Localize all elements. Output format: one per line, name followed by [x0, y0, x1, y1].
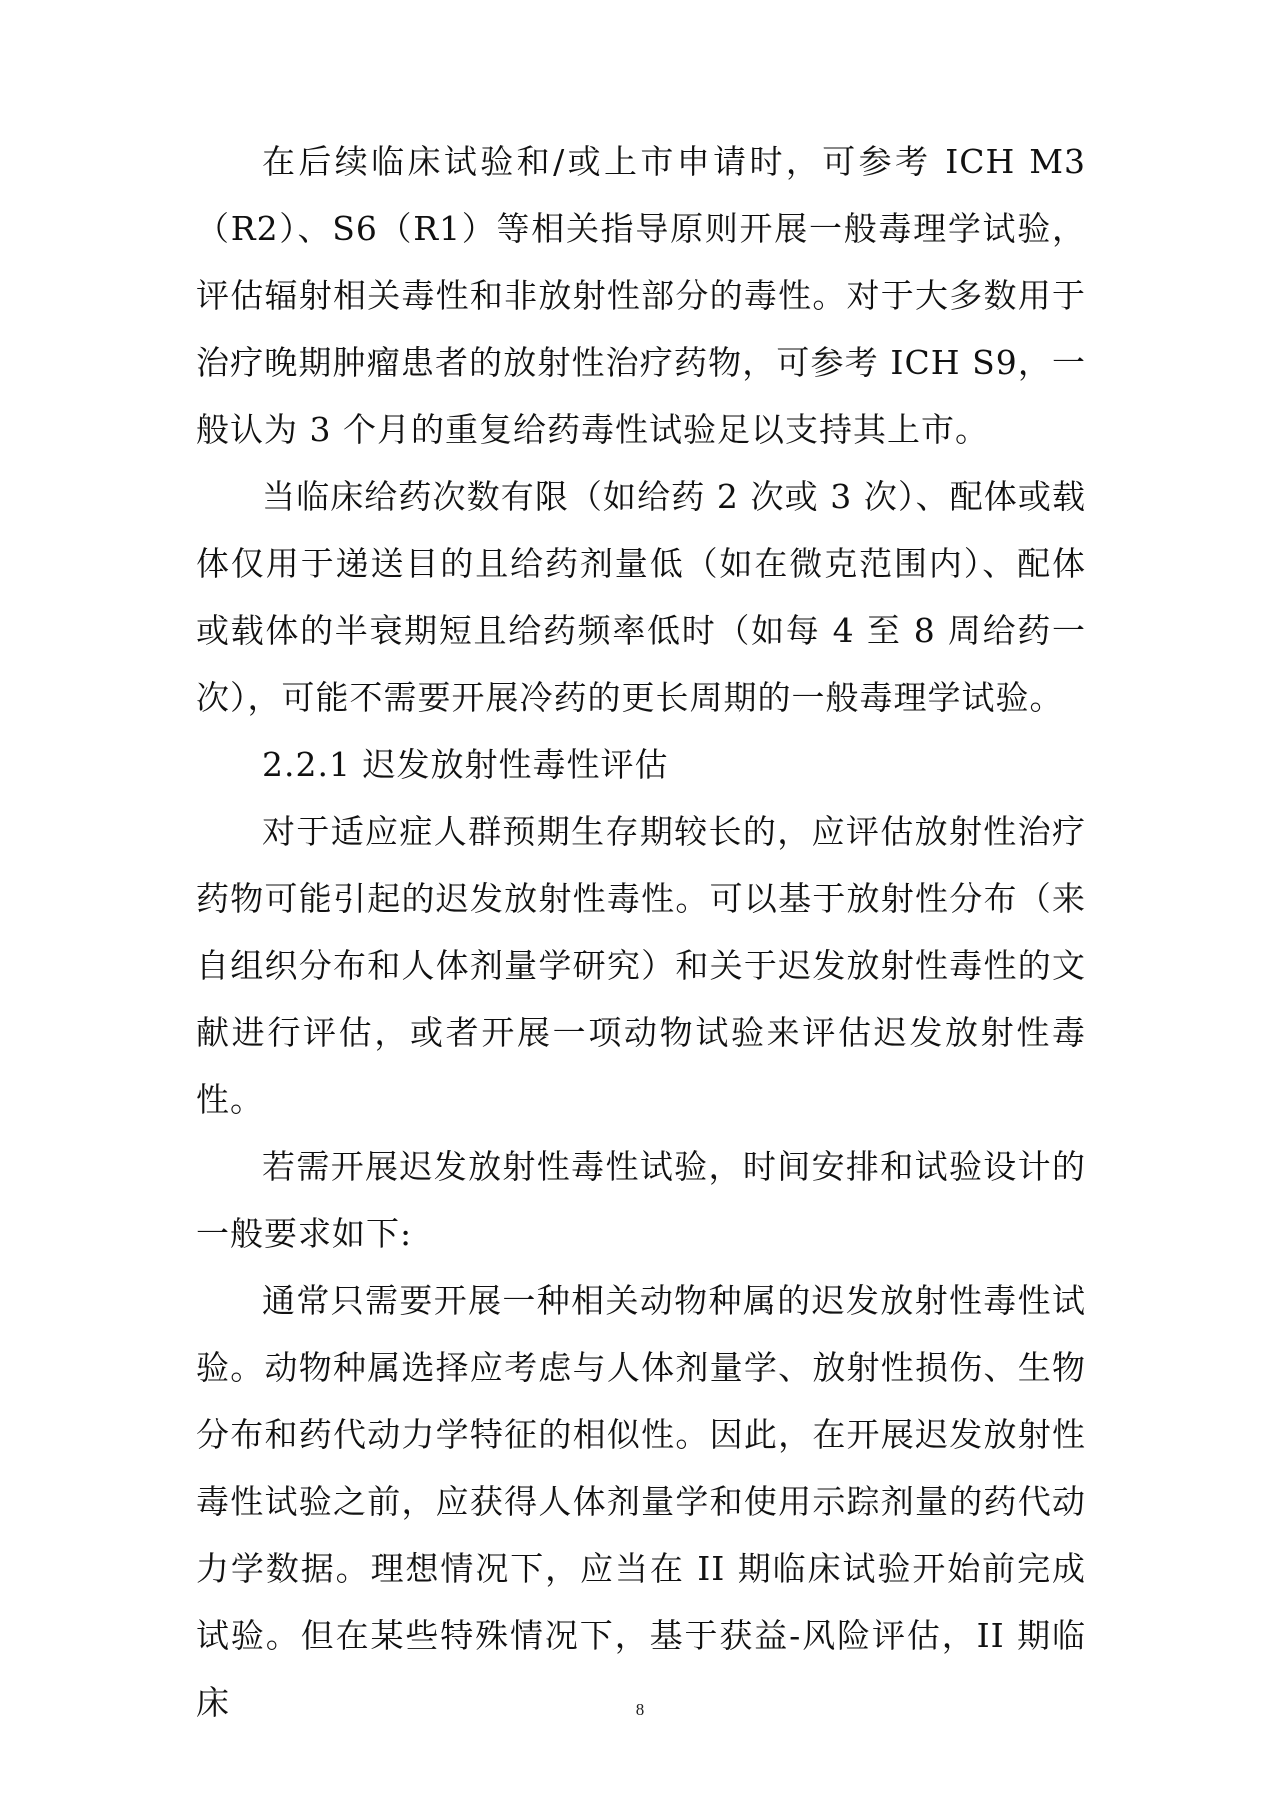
document-body: [196, 128, 1086, 1736]
paragraph-limited-dosing: 当临床给药次数有限（如给药 2 次或 3 次）、配体或载体仅用于递送目的且给药剂量低（如在微克范围内）、配体或载体的半衰期短且给药频率低时（如每 4 至 8 周给药一次），可能不需要开展冷药的更长周期的一般毒理学试验。: [196, 477, 1086, 717]
paragraph-general-toxicology: 在后续临床试验和/或上市申请时，可参考 ICH M3（R2）、S6（R1）等相关指导原则开展一般毒理学试验，评估辐射相关毒性和非放射性部分的毒性。对于大多数用于治疗晚期肿瘤患者的放射性治疗药物，可参考 ICH S9，一般认为 3 个月的重复给药毒性试验足以支持其上市。: [196, 142, 1086, 449]
paragraph-delayed-toxicity-assessment: 对于适应症人群预期生存期较长的，应评估放射性治疗药物可能引起的迟发放射性毒性。可以基于放射性分布（来自组织分布和人体剂量学研究）和关于迟发放射性毒性的文献进行评估，或者开展一项动物试验来评估迟发放射性毒性。: [196, 812, 1086, 1119]
paragraph-general-requirements: 若需开展迟发放射性毒性试验，时间安排和试验设计的一般要求如下:: [196, 1147, 1086, 1253]
section-heading: 2.2.1 迟发放射性毒性评估: [262, 745, 669, 784]
paragraph-species-selection: 通常只需要开展一种相关动物种属的迟发放射性毒性试验。动物种属选择应考虑与人体剂量学、放射性损伤、生物分布和药代动力学特征的相似性。因此，在开展迟发放射性毒性试验之前，应获得人体剂量学和使用示踪剂量的药代动力学数据。理想情况下，应当在 II 期临床试验开始前完成试验。但在某些特殊情况下，基于获益-风险评估，II 期临床: [196, 1281, 1086, 1722]
page-number: 8: [635, 1700, 645, 1719]
